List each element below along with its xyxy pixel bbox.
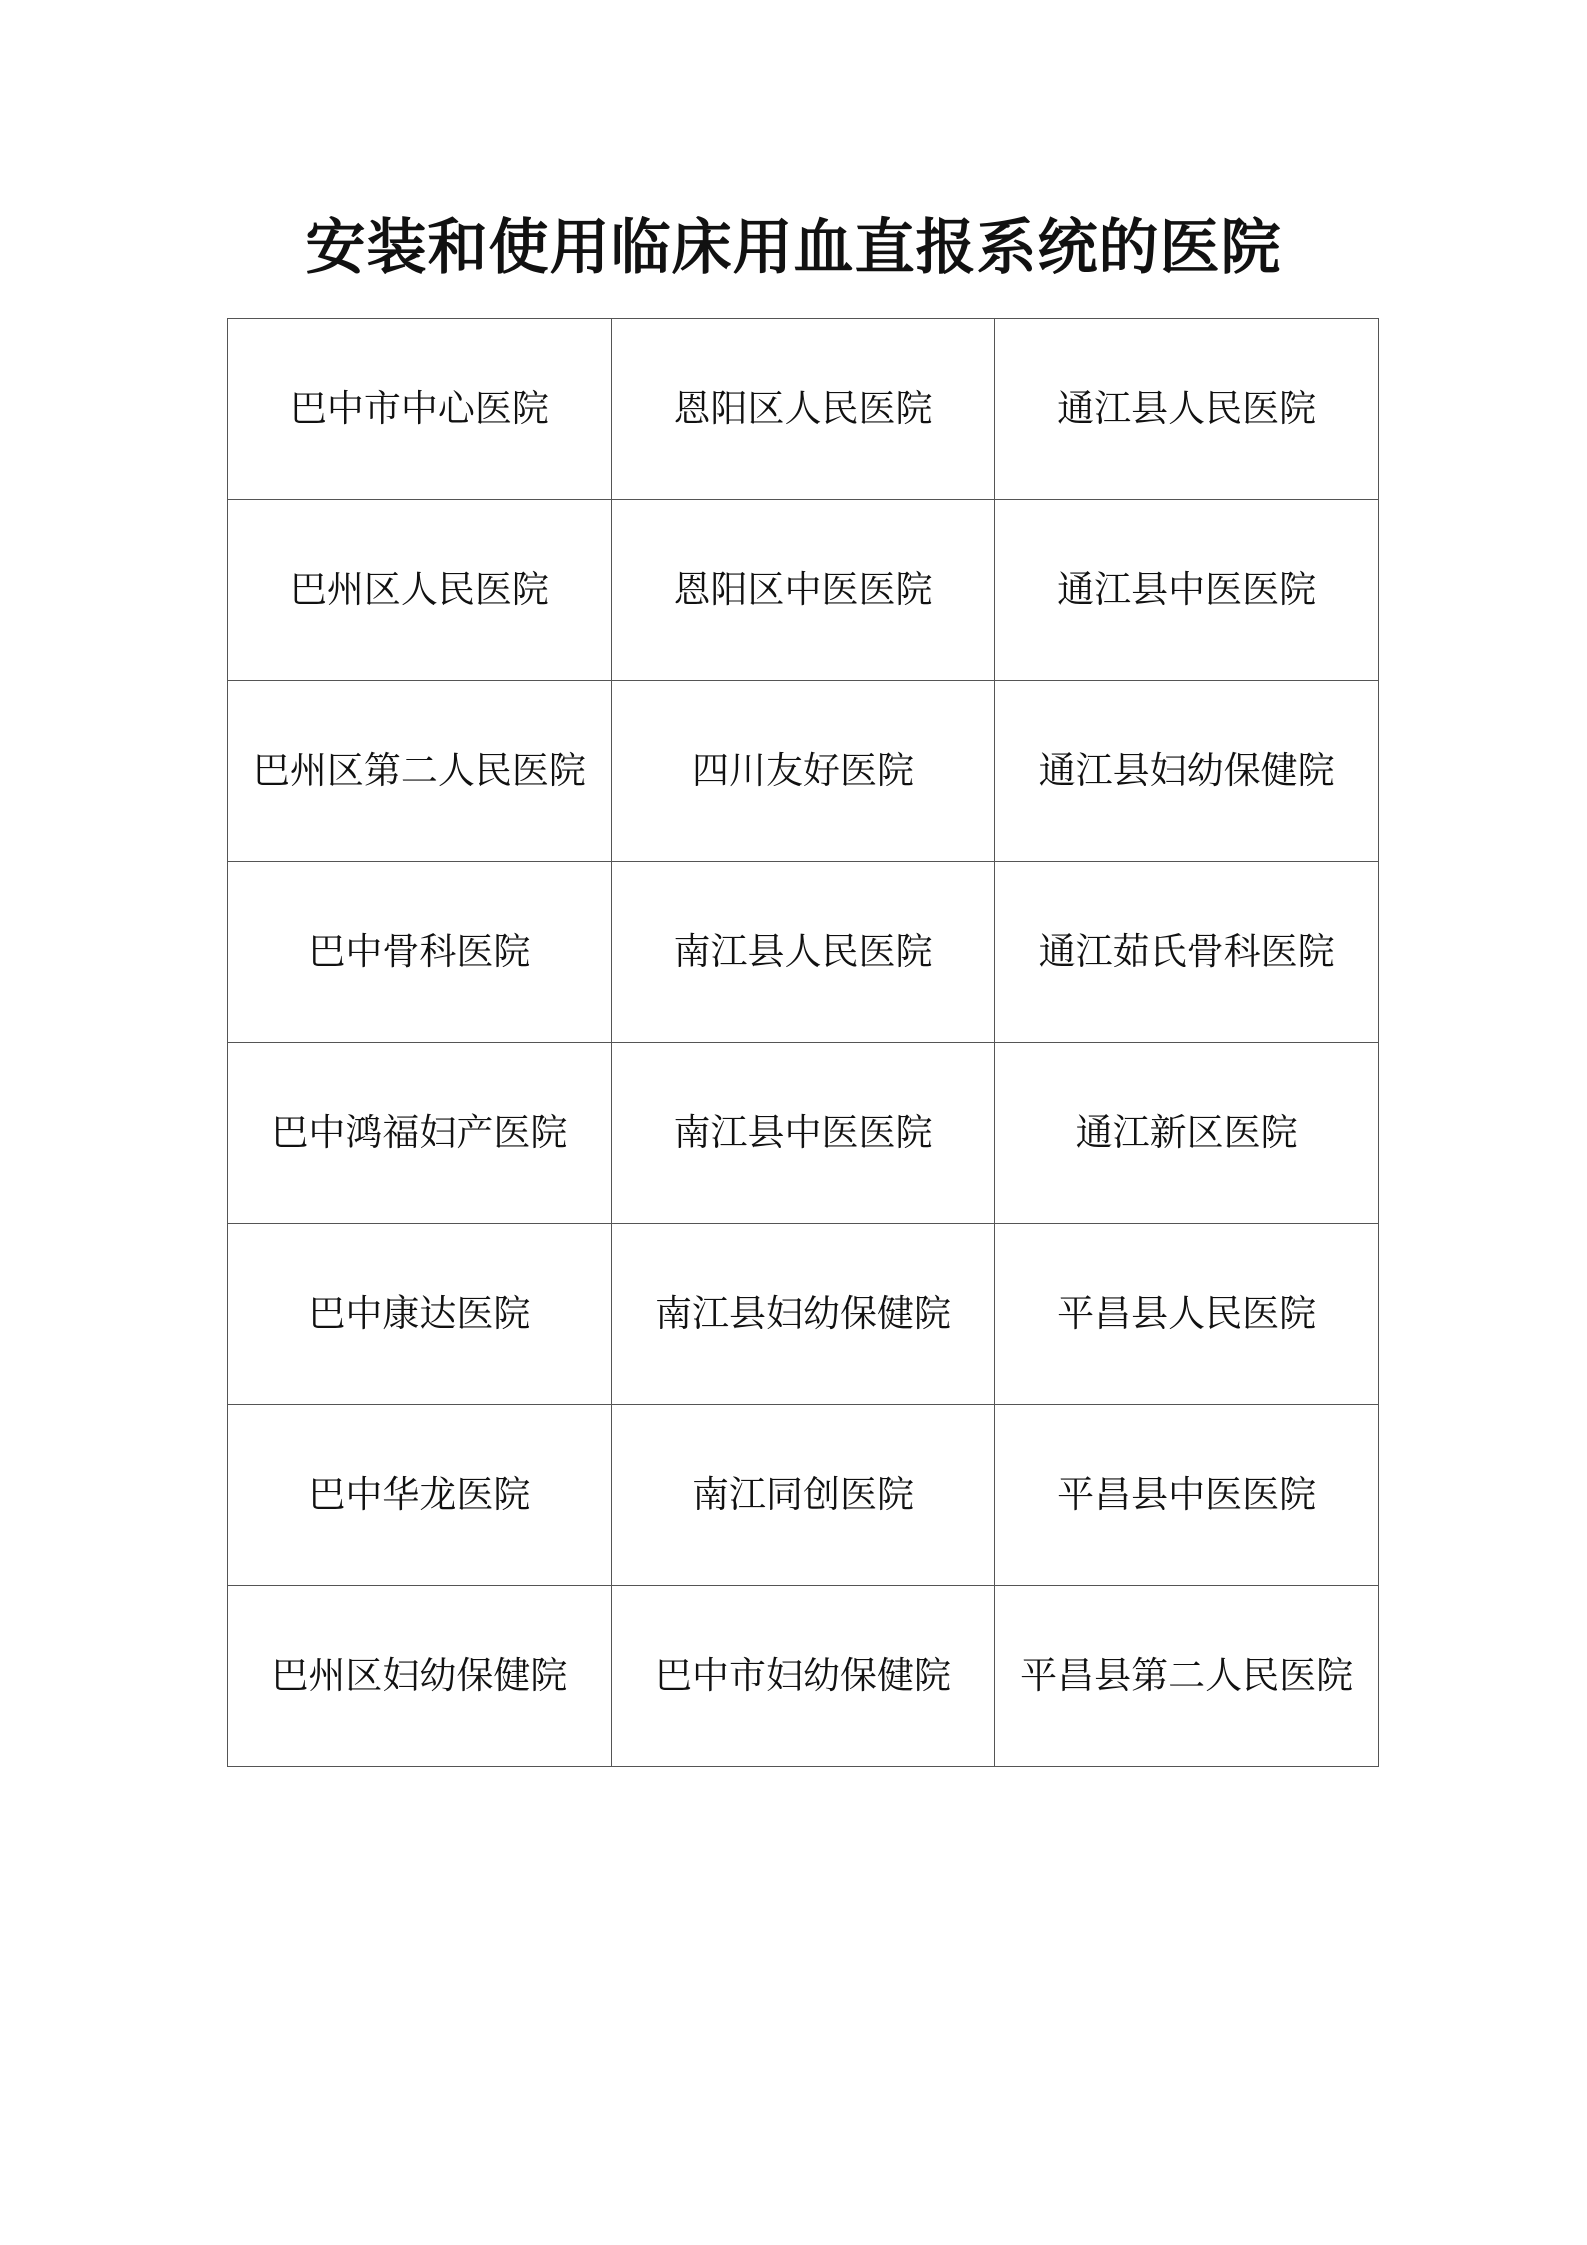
hospital-name-cell: 四川友好医院 xyxy=(611,681,995,862)
table-row xyxy=(228,1043,1379,1224)
hospital-name-cell: 南江同创医院 xyxy=(611,1405,995,1586)
hospital-name-cell: 南江县中医医院 xyxy=(611,1043,995,1224)
hospital-name-cell: 平昌县第二人民医院 xyxy=(995,1586,1379,1767)
hospital-name-cell: 巴州区妇幼保健院 xyxy=(228,1586,612,1767)
hospital-name-cell: 通江茹氏骨科医院 xyxy=(995,862,1379,1043)
hospital-name-cell: 通江县人民医院 xyxy=(995,319,1379,500)
hospital-name-cell: 恩阳区人民医院 xyxy=(611,319,995,500)
hospital-name-cell: 通江县妇幼保健院 xyxy=(995,681,1379,862)
hospital-name-cell: 巴州区第二人民医院 xyxy=(228,681,612,862)
hospital-name-cell: 巴中市妇幼保健院 xyxy=(611,1586,995,1767)
hospital-name-cell: 巴中市中心医院 xyxy=(228,319,612,500)
table-row xyxy=(228,1405,1379,1586)
table-row xyxy=(228,1586,1379,1767)
hospital-name-cell: 巴中骨科医院 xyxy=(228,862,612,1043)
table-body xyxy=(228,319,1379,1767)
hospital-name-cell: 巴中康达医院 xyxy=(228,1224,612,1405)
hospital-name-cell: 平昌县中医医院 xyxy=(995,1405,1379,1586)
hospital-table xyxy=(227,318,1379,1767)
page-title: 安装和使用临床用血直报系统的医院 xyxy=(305,213,1282,283)
table-row xyxy=(228,862,1379,1043)
hospital-name-cell: 通江新区医院 xyxy=(995,1043,1379,1224)
table-row xyxy=(228,319,1379,500)
hospital-name-cell: 巴中鸿福妇产医院 xyxy=(228,1043,612,1224)
hospital-name-cell: 南江县妇幼保健院 xyxy=(611,1224,995,1405)
hospital-name-cell: 恩阳区中医医院 xyxy=(611,500,995,681)
table-row xyxy=(228,681,1379,862)
hospital-name-cell: 通江县中医医院 xyxy=(995,500,1379,681)
hospital-name-cell: 巴中华龙医院 xyxy=(228,1405,612,1586)
hospital-name-cell: 南江县人民医院 xyxy=(611,862,995,1043)
table-row xyxy=(228,500,1379,681)
hospital-name-cell: 巴州区人民医院 xyxy=(228,500,612,681)
hospital-name-cell: 平昌县人民医院 xyxy=(995,1224,1379,1405)
table-row xyxy=(228,1224,1379,1405)
